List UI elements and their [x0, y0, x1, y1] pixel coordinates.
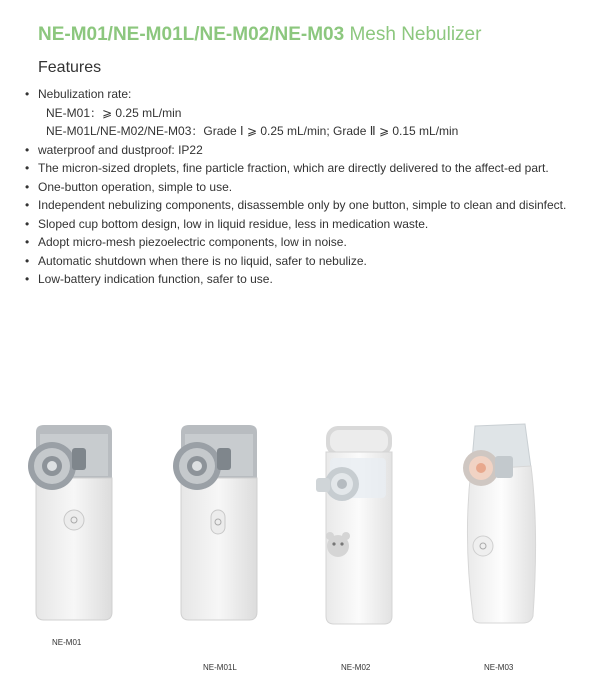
nebulizer-ne-m02-image: [308, 422, 400, 627]
list-item: • The micron-sized droplets, fine particle fraction, which are directly delivered to the affect-ed part.: [22, 159, 582, 178]
list-item: • Automatic shutdown when there is no liquid, safer to nebulize.: [22, 252, 582, 271]
caption-ne-m01: NE-M01: [52, 638, 82, 647]
caption-ne-m02: NE-M02: [341, 663, 371, 672]
caption-ne-m01l: NE-M01L: [203, 663, 237, 672]
nebulizer-ne-m01l-image: [165, 420, 265, 625]
list-item: [22, 85, 582, 141]
list-item: • One-button operation, simple to use.: [22, 178, 582, 197]
model-list: NE-M01/NE-M01L/NE-M02/NE-M03: [38, 24, 345, 45]
rate-label: Nebulization rate:: [38, 87, 132, 101]
nebulizer-ne-m03-image: [445, 418, 545, 628]
list-item: • Independent nebulizing components, disassemble only by one button, simple to clean and disinfect.: [22, 196, 582, 215]
nebulizer-ne-m01-image: [20, 420, 120, 625]
list-item: • Adopt micro-mesh piezoelectric components, low in noise.: [22, 233, 582, 252]
list-item: • Sloped cup bottom design, low in liquid residue, less in medication waste.: [22, 215, 582, 234]
features-list: [22, 85, 582, 289]
rate-others: NE-M01L/NE-M02/NE-M03：Grade Ⅰ ⩾ 0.25 mL/min; Grade Ⅱ ⩾ 0.15 mL/min: [46, 124, 459, 138]
list-item: • waterproof and dustproof: IP22: [22, 141, 582, 160]
rate-m01: NE-M01：⩾ 0.25 mL/min: [46, 105, 182, 120]
features-heading: Features: [38, 59, 102, 76]
list-item: • Low-battery indication function, safer to use.: [22, 270, 582, 289]
page-title: [38, 24, 481, 46]
caption-ne-m03: NE-M03: [484, 663, 514, 672]
product-name: Mesh Nebulizer: [349, 24, 482, 45]
